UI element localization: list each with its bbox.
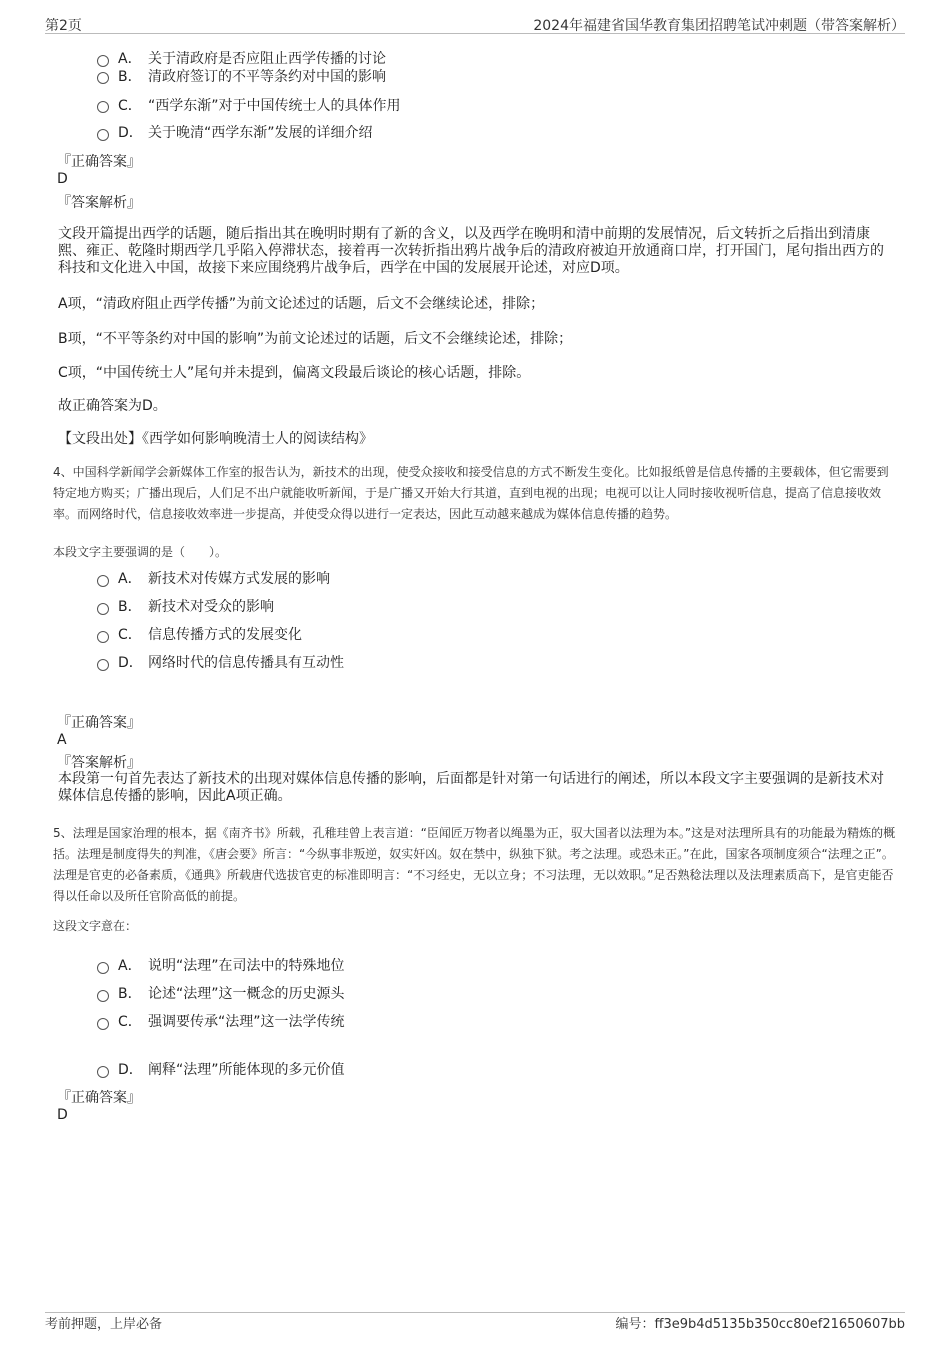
q5-option-b[interactable]: B． 论述“法理”这一概念的历史源头 xyxy=(118,986,345,1002)
q4-option-c-radio[interactable] xyxy=(97,631,109,643)
q4-prompt: 本段文字主要强调的是（ ）。 xyxy=(53,545,228,559)
q4-option-a[interactable]: A． 新技术对传媒方式发展的影响 xyxy=(118,571,330,587)
q3-analysis-option-c: C项，“中国传统士人”尾句并未提到，偏离文段最后谈论的核心话题，排除。 xyxy=(58,365,531,381)
q3-option-c[interactable]: C． “西学东渐”对于中国传统士人的具体作用 xyxy=(118,98,401,114)
q3-option-b-radio[interactable] xyxy=(97,72,109,84)
q3-option-d-radio[interactable] xyxy=(97,129,109,141)
q3-analysis-option-b: B项，“不平等条约对中国的影响”为前文论述过的话题，后文不会继续论述，排除； xyxy=(58,331,573,347)
q3-option-b[interactable]: B． 清政府签订的不平等条约对中国的影响 xyxy=(118,69,386,85)
q3-analysis-option-a: A项，“清政府阻止西学传播”为前文论述过的话题，后文不会继续论述，排除； xyxy=(58,296,545,312)
q4-option-d[interactable]: D． 网络时代的信息传播具有互动性 xyxy=(118,655,344,671)
q3-analysis-label: 『答案解析』 xyxy=(57,195,141,211)
q3-option-a[interactable]: A． 关于清政府是否应阻止西学传播的讨论 xyxy=(118,51,386,67)
q5-stem: 5、法理是国家治理的根本，据《南齐书》所载，孔稚珪曾上表言道：“臣闻匠万物者以绳墨为正，驭大国者以法理为本。”这是对法理所具有的功能最为精炼的概括。法理是制度得失的判准，《唐会要》所言：“今纵事非叛逆，奴实奸凶。奴在禁中，纵独下狱。考之法理。或恐未正。”在此，国家各项制度须合“法理之正”。法理是官吏的必备素质，《通典》所载唐代选拔官吏的标准即明言：“不习经史，无以立身；不习法理，无以效职。”足否熟稔法理以及法理素质高下，是官吏能否得以任命以及所任官阶高低的前提。 xyxy=(53,826,896,903)
q5-option-c-radio[interactable] xyxy=(97,1018,109,1030)
q5-option-d-radio[interactable] xyxy=(97,1066,109,1078)
q3-answer: D xyxy=(57,171,68,187)
q3-option-a-radio[interactable] xyxy=(97,55,109,67)
page-number: 第2页 xyxy=(45,18,82,34)
header-divider xyxy=(45,33,905,34)
q4-option-d-radio[interactable] xyxy=(97,659,109,671)
q4-stem: 4、中国科学新闻学会新媒体工作室的报告认为，新技术的出现，使受众接收和接受信息的方式不断发生变化。比如报纸曾是信息传播的主要载体，但它需要到特定地方购买；广播出现后，人们足不出户就能收听新闻，于是广播又开始大行其道，直到电视的出现；电视可以让人同时接收视听信息，提高了信息接收效率。而网络时代，信息接收效率进一步提高，并使受众得以进行一定表达，因此互动越来越成为媒体信息传播的趋势。 xyxy=(53,465,889,521)
q4-analysis-label: 『答案解析』 xyxy=(57,755,141,771)
q5-prompt: 这段文字意在： xyxy=(53,919,138,933)
q4-analysis: 本段第一句首先表达了新技术的出现对媒体信息传播的影响，后面都是针对第一句话进行的阐述，所以本段文字主要强调的是新技术对媒体信息传播的影响，因此A项正确。 xyxy=(58,771,884,804)
q4-answer: A xyxy=(57,732,67,748)
q5-answer-label: 『正确答案』 xyxy=(57,1090,141,1106)
q3-conclusion: 故正确答案为D。 xyxy=(58,398,167,414)
q4-option-a-radio[interactable] xyxy=(97,575,109,587)
q3-source: 【文段出处】《西学如何影响晚清士人的阅读结构》 xyxy=(58,431,373,447)
q3-analysis-paragraph: 文段开篇提出西学的话题，随后指出其在晚明时期有了新的含义，以及西学在晚明和清中前期的发展情况，后文转折之后指出到清康熙、雍正、乾隆时期西学几乎陷入停滞状态，接着再一次转折指出鸦片战争后的清政府被迫开放通商口岸，打开国门，尾句指出西方的科技和文化进入中国，故接下来应围绕鸦片战争后，西学在中国的发展展开论述，对应D项。 xyxy=(58,226,884,276)
q3-option-d[interactable]: D． 关于晚清“西学东渐”发展的详细介绍 xyxy=(118,125,373,141)
document-title: 2024年福建省国华教育集团招聘笔试冲刺题（带答案解析） xyxy=(533,18,905,34)
q5-option-d[interactable]: D． 阐释“法理”所能体现的多元价值 xyxy=(118,1062,345,1078)
q5-option-c[interactable]: C． 强调要传承“法理”这一法学传统 xyxy=(118,1014,345,1030)
q5-option-a[interactable]: A． 说明“法理”在司法中的特殊地位 xyxy=(118,958,345,974)
q3-option-c-radio[interactable] xyxy=(97,101,109,113)
q5-option-a-radio[interactable] xyxy=(97,962,109,974)
q5-answer: D xyxy=(57,1107,68,1123)
q4-option-b-radio[interactable] xyxy=(97,603,109,615)
q5-option-b-radio[interactable] xyxy=(97,990,109,1002)
q4-option-c[interactable]: C． 信息传播方式的发展变化 xyxy=(118,627,302,643)
q3-answer-label: 『正确答案』 xyxy=(57,154,141,170)
document-id: 编号：ff3e9b4d5135b350cc80ef21650607bb xyxy=(615,1317,905,1332)
q4-option-b[interactable]: B． 新技术对受众的影响 xyxy=(118,599,274,615)
footer-slogan: 考前押题，上岸必备 xyxy=(45,1317,163,1332)
q4-answer-label: 『正确答案』 xyxy=(57,715,141,731)
